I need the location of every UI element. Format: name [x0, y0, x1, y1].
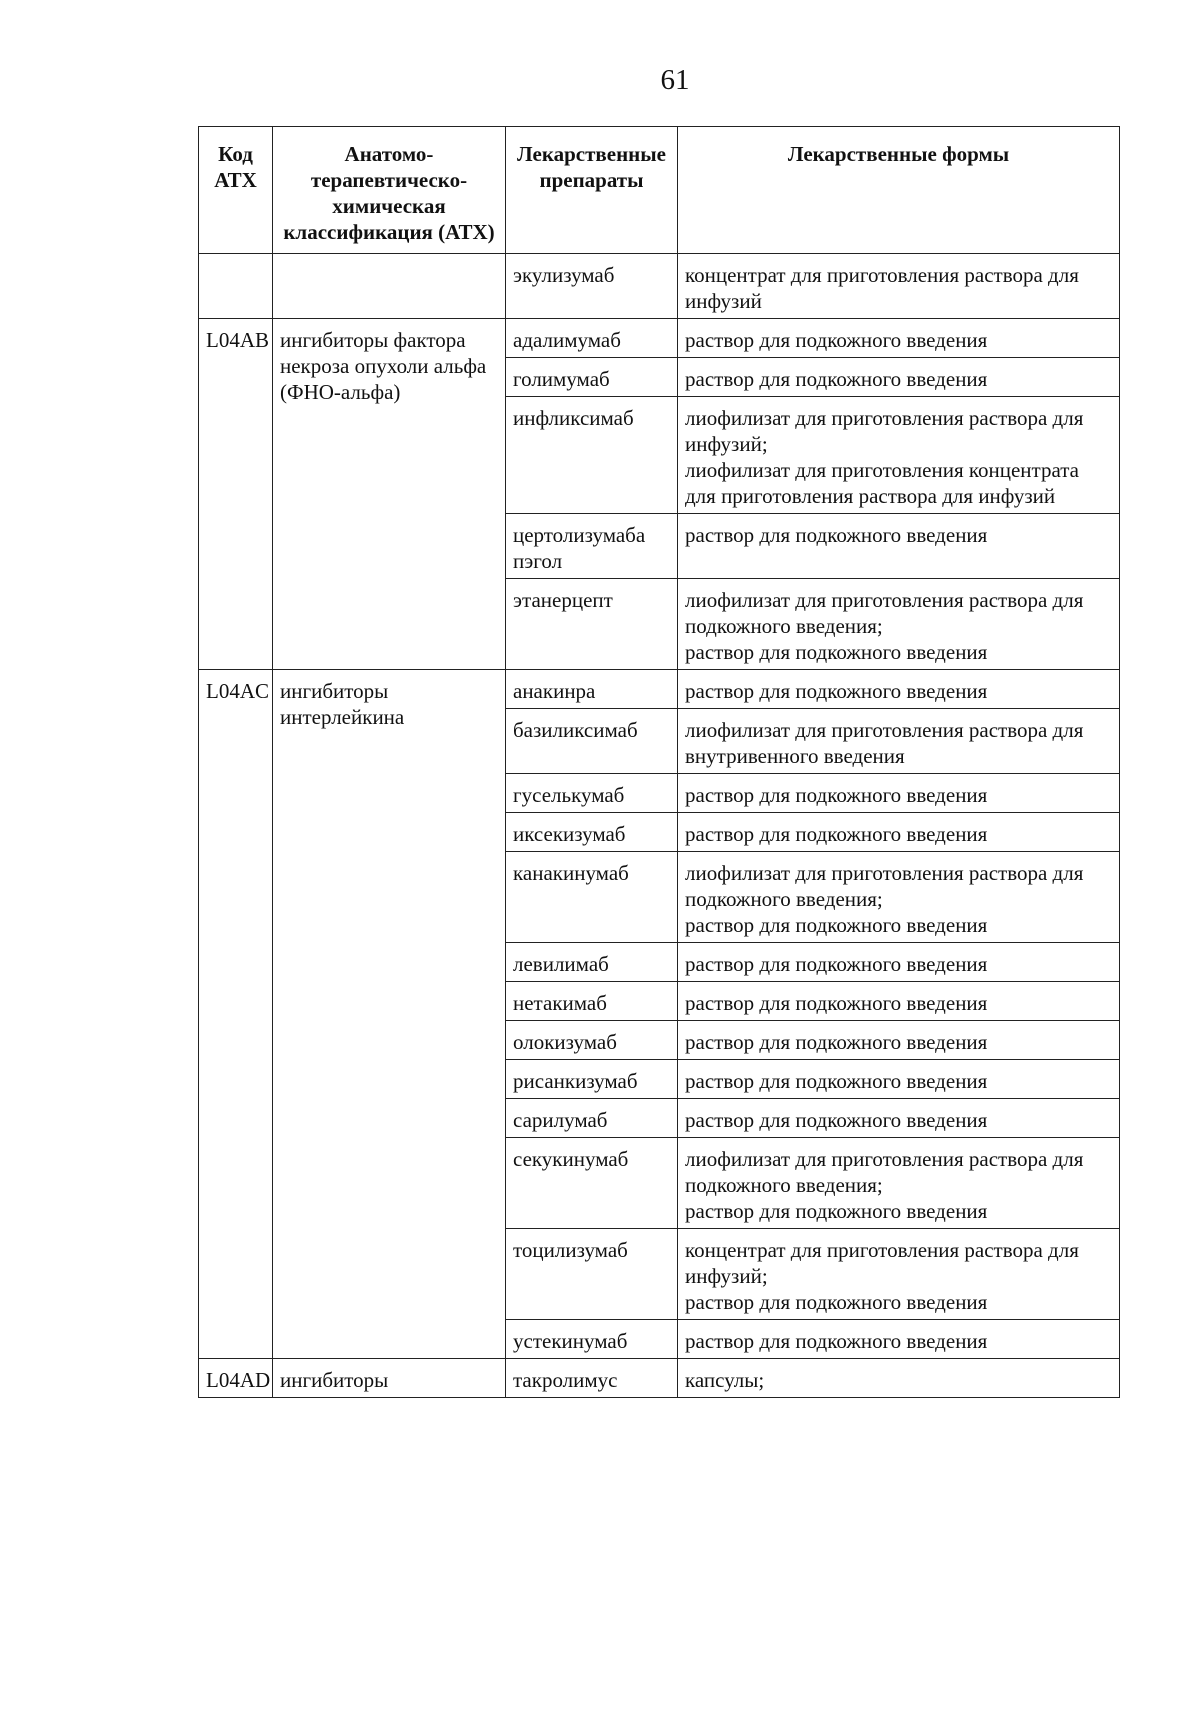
classification-cell — [273, 254, 506, 319]
atc-code-cell: L04AD — [199, 1359, 273, 1398]
header-forms: Лекарственные формы — [678, 127, 1120, 254]
drug-cell: этанерцепт — [506, 579, 678, 670]
dosage-form-cell: раствор для подкожного введения — [678, 813, 1120, 852]
atc-code-cell — [199, 254, 273, 319]
table-header-row — [199, 127, 1120, 254]
drug-cell: анакинра — [506, 670, 678, 709]
drug-cell: тоцилизумаб — [506, 1229, 678, 1320]
drug-cell: такролимус — [506, 1359, 678, 1398]
drug-table — [198, 126, 1120, 1398]
drug-cell: экулизумаб — [506, 254, 678, 319]
drug-cell: сарилумаб — [506, 1099, 678, 1138]
header-drugs: Лекарственные препараты — [506, 127, 678, 254]
drug-cell: рисанкизумаб — [506, 1060, 678, 1099]
drug-cell: инфликсимаб — [506, 397, 678, 514]
atc-code-cell: L04AC — [199, 670, 273, 1359]
drug-cell: устекинумаб — [506, 1320, 678, 1359]
page-number: 61 — [660, 64, 690, 96]
dosage-form-cell: лиофилизат для приготовления раствора для подкожного введения; раствор для подкожного введения — [678, 852, 1120, 943]
drug-cell: нетакимаб — [506, 982, 678, 1021]
dosage-form-cell: раствор для подкожного введения — [678, 670, 1120, 709]
dosage-form-cell: раствор для подкожного введения — [678, 774, 1120, 813]
drug-cell: левилимаб — [506, 943, 678, 982]
drug-cell: цертолизумаба пэгол — [506, 514, 678, 579]
table-row — [199, 319, 1120, 358]
table-body — [199, 254, 1120, 1398]
dosage-form-cell: лиофилизат для приготовления раствора для инфузий; лиофилизат для приготовления концентрата для приготовления раствора для инфузий — [678, 397, 1120, 514]
dosage-form-cell: раствор для подкожного введения — [678, 319, 1120, 358]
classification-cell: ингибиторы интерлейкина — [273, 670, 506, 1359]
drug-cell: гуселькумаб — [506, 774, 678, 813]
header-code: Код АТХ — [199, 127, 273, 254]
drug-cell: секукинумаб — [506, 1138, 678, 1229]
drug-cell: иксекизумаб — [506, 813, 678, 852]
drug-cell: канакинумаб — [506, 852, 678, 943]
dosage-form-cell: раствор для подкожного введения — [678, 982, 1120, 1021]
dosage-form-cell: капсулы; — [678, 1359, 1120, 1398]
dosage-form-cell: раствор для подкожного введения — [678, 1060, 1120, 1099]
dosage-form-cell: лиофилизат для приготовления раствора для подкожного введения; раствор для подкожного введения — [678, 1138, 1120, 1229]
dosage-form-cell: раствор для подкожного введения — [678, 514, 1120, 579]
dosage-form-cell: раствор для подкожного введения — [678, 1021, 1120, 1060]
table-row — [199, 1359, 1120, 1398]
drug-cell: олокизумаб — [506, 1021, 678, 1060]
drug-cell: голимумаб — [506, 358, 678, 397]
table-row — [199, 254, 1120, 319]
dosage-form-cell: концентрат для приготовления раствора для инфузий; раствор для подкожного введения — [678, 1229, 1120, 1320]
classification-cell: ингибиторы — [273, 1359, 506, 1398]
dosage-form-cell: лиофилизат для приготовления раствора для внутривенного введения — [678, 709, 1120, 774]
table-row — [199, 670, 1120, 709]
atc-code-cell: L04AB — [199, 319, 273, 670]
dosage-form-cell: раствор для подкожного введения — [678, 1099, 1120, 1138]
drug-cell: адалимумаб — [506, 319, 678, 358]
classification-cell: ингибиторы фактора некроза опухоли альфа (ФНО-альфа) — [273, 319, 506, 670]
dosage-form-cell: раствор для подкожного введения — [678, 1320, 1120, 1359]
drug-cell: базиликсимаб — [506, 709, 678, 774]
dosage-form-cell: раствор для подкожного введения — [678, 943, 1120, 982]
dosage-form-cell: лиофилизат для приготовления раствора для подкожного введения; раствор для подкожного введения — [678, 579, 1120, 670]
dosage-form-cell: концентрат для приготовления раствора для инфузий — [678, 254, 1120, 319]
dosage-form-cell: раствор для подкожного введения — [678, 358, 1120, 397]
header-classification: Анатомо-терапевтическо-химическая классификация (АТХ) — [273, 127, 506, 254]
